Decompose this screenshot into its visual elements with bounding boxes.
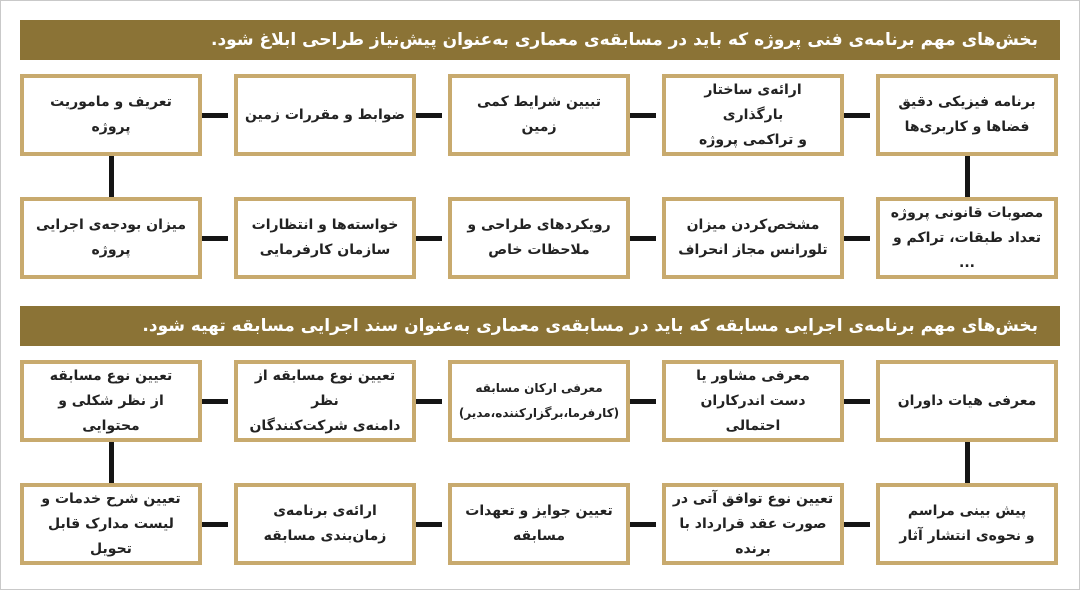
s1-top-box-3: تبیین شرایط کمی زمین [448,74,630,156]
s1-right-vertical-connector [965,156,970,197]
s1-left-vertical-connector [109,156,114,197]
s1-bottom-connector-3 [630,236,656,241]
s2-bottom-box-1: پیش بینی مراسم و نحوه‌ی انتشار آثار [876,483,1058,565]
section-1-title: بخش‌های مهم برنامه‌ی فنی پروژه که باید در مسابقه‌ی معماری به‌عنوان پیش‌نیاز طراحی ابلاغ شود. [20,20,1060,60]
s2-bottom-box-3: تعیین جوایز و تعهدات مسابقه [448,483,630,565]
s2-bottom-connector-4 [844,522,870,527]
s2-top-connector-1 [202,399,228,404]
s2-bottom-connector-1 [202,522,228,527]
section-2-title: بخش‌های مهم برنامه‌ی اجرایی مسابقه که باید در مسابقه‌ی معماری به‌عنوان سند اجرایی مسابقه تهیه شود. [20,306,1060,346]
s1-top-connector-1 [202,113,228,118]
s2-left-vertical-connector [109,442,114,483]
s2-top-box-2: معرفی مشاور یا دست اندرکاران احتمالی [662,360,844,442]
s1-bottom-connector-4 [844,236,870,241]
s2-bottom-connector-3 [630,522,656,527]
s2-top-connector-4 [844,399,870,404]
s1-top-box-1: برنامه فیزیکی دقیق فضاها و کاربری‌ها [876,74,1058,156]
s2-top-box-1: معرفی هیات داوران [876,360,1058,442]
s1-top-box-5: تعریف و ماموریت پروژه [20,74,202,156]
s1-bottom-box-5: میزان بودجه‌ی اجرایی پروژه [20,197,202,279]
s2-right-vertical-connector [965,442,970,483]
s1-bottom-box-2: مشخص‌کردن میزان تلورانس مجاز انحراف [662,197,844,279]
s2-bottom-box-4: ارائه‌ی برنامه‌ی زمان‌بندی مسابقه [234,483,416,565]
s1-bottom-box-3: رویکردهای طراحی و ملاحظات خاص [448,197,630,279]
s2-top-box-5: تعیین نوع مسابقه از نظر شکلی و محتوایی [20,360,202,442]
s2-top-box-4: تعیین نوع مسابقه از نظر دامنه‌ی شرکت‌کنندگان [234,360,416,442]
s1-top-box-4: ضوابط و مقررات زمین [234,74,416,156]
s1-bottom-connector-2 [416,236,442,241]
s2-bottom-box-5: تعیین شرح خدمات و لیست مدارک قابل تحویل [20,483,202,565]
s1-bottom-box-1: مصوبات قانونی پروژه تعداد طبقات، تراکم و ... [876,197,1058,279]
s1-bottom-box-4: خواسته‌ها و انتظارات سازمان کارفرمایی [234,197,416,279]
s1-bottom-connector-1 [202,236,228,241]
s1-top-connector-4 [844,113,870,118]
s2-top-box-3: معرفی ارکان مسابقه (کارفرما،برگزارکننده،مدیر) [448,360,630,442]
s1-top-box-2: ارائه‌ی ساختار بارگذاری و تراکمی پروژه [662,74,844,156]
s2-top-connector-3 [630,399,656,404]
s2-bottom-connector-2 [416,522,442,527]
s2-bottom-box-2: تعیین نوع توافق آتی در صورت عقد قرارداد با برنده [662,483,844,565]
s1-top-connector-2 [416,113,442,118]
s2-top-connector-2 [416,399,442,404]
s1-top-connector-3 [630,113,656,118]
